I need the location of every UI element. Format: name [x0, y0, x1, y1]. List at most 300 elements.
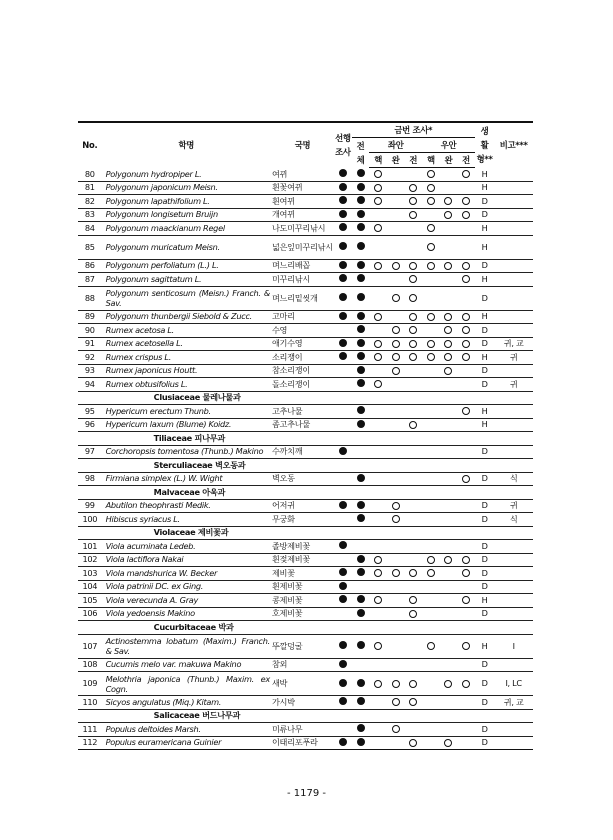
observation-cell	[405, 658, 423, 672]
table-row	[78, 723, 533, 737]
observation-cell	[369, 499, 387, 513]
row-number: 91	[78, 337, 102, 351]
scientific-name: Melothria japonica (Thunb.) Maxim. ex Cogn.	[102, 672, 271, 696]
table-row	[78, 736, 533, 750]
filled-circle-icon	[357, 366, 365, 374]
lifeform: H	[475, 222, 494, 236]
table-row	[78, 235, 533, 259]
observation-cell	[422, 378, 440, 392]
observation-cell	[387, 472, 405, 486]
observation-cell	[405, 405, 423, 419]
open-circle-icon	[409, 421, 417, 429]
total-cell	[352, 513, 370, 527]
observation-cell	[422, 499, 440, 513]
observation-cell	[405, 324, 423, 338]
open-circle-icon	[392, 262, 400, 270]
remarks	[494, 405, 533, 419]
observation-cell	[422, 337, 440, 351]
observation-cell	[457, 222, 475, 236]
filled-circle-icon	[357, 724, 365, 732]
observation-cell	[369, 208, 387, 222]
remarks	[494, 222, 533, 236]
observation-cell	[440, 181, 458, 195]
korean-name: 돌소리쟁이	[271, 378, 334, 392]
observation-cell	[440, 286, 458, 310]
observation-cell	[369, 222, 387, 236]
observation-cell	[369, 273, 387, 287]
lifeform: D	[475, 364, 494, 378]
observation-cell	[440, 195, 458, 209]
korean-name: 벽오동	[271, 472, 334, 486]
open-circle-icon	[444, 353, 452, 361]
filled-circle-icon	[357, 641, 365, 649]
col-sub: 완	[440, 153, 458, 168]
scientific-name: Populus euramericana Guinier	[102, 736, 271, 750]
filled-circle-icon	[357, 738, 365, 746]
filled-circle-icon	[339, 210, 347, 218]
table-row	[78, 378, 533, 392]
observation-cell	[405, 634, 423, 658]
scientific-name: Viola lactiflora Nakai	[102, 553, 271, 567]
prior-survey-cell	[334, 567, 352, 581]
filled-circle-icon	[357, 568, 365, 576]
table-row	[78, 580, 533, 594]
observation-cell	[387, 418, 405, 432]
open-circle-icon	[427, 642, 435, 650]
row-number: 86	[78, 259, 102, 273]
remarks: I, LC	[494, 672, 533, 696]
observation-cell	[422, 351, 440, 365]
col-sub: 전	[457, 153, 475, 168]
remarks	[494, 594, 533, 608]
open-circle-icon	[444, 262, 452, 270]
observation-cell	[387, 594, 405, 608]
open-circle-icon	[444, 367, 452, 375]
observation-cell	[387, 378, 405, 392]
filled-circle-icon	[339, 339, 347, 347]
observation-cell	[457, 418, 475, 432]
observation-cell	[440, 736, 458, 750]
open-circle-icon	[462, 642, 470, 650]
observation-cell	[457, 351, 475, 365]
filled-circle-icon	[357, 183, 365, 191]
observation-cell	[422, 607, 440, 621]
filled-circle-icon	[357, 697, 365, 705]
col-left-bank: 좌안	[369, 138, 422, 153]
prior-survey-cell	[334, 222, 352, 236]
remarks	[494, 723, 533, 737]
family-name: Sterculiaceae 벽오동과	[102, 459, 533, 473]
total-cell	[352, 222, 370, 236]
observation-cell	[387, 195, 405, 209]
row-number: 112	[78, 736, 102, 750]
total-cell	[352, 181, 370, 195]
observation-cell	[387, 324, 405, 338]
total-line2: 체	[356, 154, 365, 165]
scientific-name: Polygonum longisetum Bruijn	[102, 208, 271, 222]
observation-cell	[457, 208, 475, 222]
prior-survey-line2: 조사	[335, 147, 351, 158]
prior-survey-cell	[334, 736, 352, 750]
observation-cell	[405, 736, 423, 750]
observation-cell	[457, 472, 475, 486]
row-number: 101	[78, 540, 102, 554]
total-cell	[352, 736, 370, 750]
observation-cell	[369, 567, 387, 581]
korean-name: 무궁화	[271, 513, 334, 527]
prior-survey-cell	[334, 310, 352, 324]
lifeform: H	[475, 168, 494, 182]
observation-cell	[405, 351, 423, 365]
scientific-name: Polygonum sagittatum L.	[102, 273, 271, 287]
filled-circle-icon	[357, 501, 365, 509]
open-circle-icon	[444, 313, 452, 321]
observation-cell	[440, 208, 458, 222]
korean-name: 수까치깨	[271, 445, 334, 459]
observation-cell	[369, 634, 387, 658]
observation-cell	[369, 594, 387, 608]
remarks	[494, 310, 533, 324]
lifeform: H	[475, 181, 494, 195]
korean-name: 흰젖제비꽃	[271, 553, 334, 567]
lifeform: D	[475, 337, 494, 351]
total-cell	[352, 418, 370, 432]
family-name: Tiliaceae 피나무과	[102, 432, 533, 446]
total-cell	[352, 672, 370, 696]
prior-survey-cell	[334, 472, 352, 486]
prior-survey-cell	[334, 594, 352, 608]
table-row	[78, 513, 533, 527]
family-no-cell	[78, 459, 102, 473]
row-number: 104	[78, 580, 102, 594]
scientific-name: Rumex crispus L.	[102, 351, 271, 365]
prior-survey-cell	[334, 208, 352, 222]
observation-cell	[422, 696, 440, 710]
filled-circle-icon	[339, 196, 347, 204]
observation-cell	[387, 337, 405, 351]
lifeform: D	[475, 658, 494, 672]
open-circle-icon	[392, 725, 400, 733]
observation-cell	[369, 445, 387, 459]
scientific-name: Viola verecunda A. Gray	[102, 594, 271, 608]
filled-circle-icon	[357, 274, 365, 282]
family-row	[78, 621, 533, 635]
table-row	[78, 405, 533, 419]
remarks	[494, 418, 533, 432]
korean-name: 넓은잎미꾸리낚시	[271, 235, 334, 259]
row-number: 103	[78, 567, 102, 581]
row-number: 95	[78, 405, 102, 419]
lifeform: D	[475, 580, 494, 594]
observation-cell	[369, 351, 387, 365]
remarks: 귀, 교	[494, 696, 533, 710]
scientific-name: Viola mandshurica W. Becker	[102, 567, 271, 581]
observation-cell	[457, 658, 475, 672]
observation-cell	[457, 672, 475, 696]
row-number: 94	[78, 378, 102, 392]
observation-cell	[405, 337, 423, 351]
remarks	[494, 607, 533, 621]
row-number: 100	[78, 513, 102, 527]
row-number: 88	[78, 286, 102, 310]
observation-cell	[387, 273, 405, 287]
observation-cell	[387, 634, 405, 658]
filled-circle-icon	[357, 325, 365, 333]
open-circle-icon	[427, 197, 435, 205]
total-cell	[352, 553, 370, 567]
open-circle-icon	[374, 313, 382, 321]
species-table	[78, 121, 533, 750]
observation-cell	[369, 607, 387, 621]
col-prior-survey	[334, 122, 352, 168]
observation-cell	[405, 195, 423, 209]
remarks	[494, 580, 533, 594]
korean-name: 콩제비꽃	[271, 594, 334, 608]
open-circle-icon	[374, 224, 382, 232]
family-no-cell	[78, 709, 102, 723]
observation-cell	[422, 513, 440, 527]
korean-name: 수영	[271, 324, 334, 338]
open-circle-icon	[462, 170, 470, 178]
open-circle-icon	[444, 211, 452, 219]
total-cell	[352, 235, 370, 259]
open-circle-icon	[392, 502, 400, 510]
observation-cell	[405, 607, 423, 621]
lifeform: H	[475, 273, 494, 287]
family-name: Malvaceae 아욱과	[102, 486, 533, 500]
observation-cell	[457, 405, 475, 419]
prior-survey-cell	[334, 168, 352, 182]
observation-cell	[369, 168, 387, 182]
open-circle-icon	[409, 569, 417, 577]
lifeform: D	[475, 286, 494, 310]
observation-cell	[422, 208, 440, 222]
observation-cell	[457, 364, 475, 378]
table-row	[78, 634, 533, 658]
filled-circle-icon	[339, 595, 347, 603]
open-circle-icon	[427, 243, 435, 251]
table-row	[78, 310, 533, 324]
observation-cell	[457, 580, 475, 594]
observation-cell	[457, 736, 475, 750]
filled-circle-icon	[357, 312, 365, 320]
total-cell	[352, 499, 370, 513]
open-circle-icon	[374, 184, 382, 192]
col-sub: 핵	[369, 153, 387, 168]
open-circle-icon	[409, 610, 417, 618]
remarks: 귀	[494, 499, 533, 513]
family-no-cell	[78, 486, 102, 500]
observation-cell	[440, 580, 458, 594]
family-name: Clusiaceae 물레나물과	[102, 391, 533, 405]
lifeform: D	[475, 513, 494, 527]
remarks: 식	[494, 513, 533, 527]
row-number: 90	[78, 324, 102, 338]
lifeform: D	[475, 324, 494, 338]
observation-cell	[387, 405, 405, 419]
family-name: Salicaceae 버드나무과	[102, 709, 533, 723]
remarks	[494, 286, 533, 310]
filled-circle-icon	[339, 352, 347, 360]
total-cell	[352, 607, 370, 621]
observation-cell	[440, 513, 458, 527]
table-row	[78, 472, 533, 486]
lifeform: D	[475, 378, 494, 392]
observation-cell	[457, 696, 475, 710]
lifeform-line1: 생	[480, 126, 489, 137]
observation-cell	[405, 594, 423, 608]
open-circle-icon	[462, 262, 470, 270]
observation-cell	[369, 337, 387, 351]
scientific-name: Rumex acetosa L.	[102, 324, 271, 338]
table-row	[78, 168, 533, 182]
korean-name: 이태리포푸라	[271, 736, 334, 750]
prior-survey-cell	[334, 235, 352, 259]
observation-cell	[405, 696, 423, 710]
observation-cell	[422, 364, 440, 378]
observation-cell	[422, 540, 440, 554]
prior-survey-cell	[334, 580, 352, 594]
observation-cell	[405, 222, 423, 236]
filled-circle-icon	[339, 501, 347, 509]
prior-survey-cell	[334, 195, 352, 209]
total-cell	[352, 580, 370, 594]
observation-cell	[387, 607, 405, 621]
table-row	[78, 273, 533, 287]
observation-cell	[387, 310, 405, 324]
observation-cell	[369, 181, 387, 195]
lifeform: D	[475, 195, 494, 209]
observation-cell	[422, 235, 440, 259]
lifeform: D	[475, 540, 494, 554]
lifeform: D	[475, 259, 494, 273]
observation-cell	[440, 364, 458, 378]
observation-cell	[457, 553, 475, 567]
total-cell	[352, 472, 370, 486]
observation-cell	[387, 723, 405, 737]
open-circle-icon	[392, 680, 400, 688]
observation-cell	[457, 540, 475, 554]
observation-cell	[369, 324, 387, 338]
observation-cell	[440, 222, 458, 236]
observation-cell	[387, 499, 405, 513]
remarks	[494, 324, 533, 338]
col-sub: 핵	[422, 153, 440, 168]
scientific-name: Firmiana simplex (L.) W. Wight	[102, 472, 271, 486]
observation-cell	[440, 324, 458, 338]
filled-circle-icon	[357, 609, 365, 617]
observation-cell	[405, 513, 423, 527]
observation-cell	[440, 310, 458, 324]
filled-circle-icon	[339, 641, 347, 649]
lifeform-line2: 활	[480, 140, 489, 151]
observation-cell	[387, 513, 405, 527]
open-circle-icon	[444, 340, 452, 348]
total-cell	[352, 351, 370, 365]
filled-circle-icon	[339, 183, 347, 191]
table-body	[78, 168, 533, 750]
table-row	[78, 324, 533, 338]
open-circle-icon	[374, 262, 382, 270]
korean-name: 흰여뀌	[271, 195, 334, 209]
open-circle-icon	[427, 170, 435, 178]
row-number: 109	[78, 672, 102, 696]
observation-cell	[457, 168, 475, 182]
observation-cell	[440, 259, 458, 273]
observation-cell	[440, 418, 458, 432]
observation-cell	[440, 672, 458, 696]
observation-cell	[457, 723, 475, 737]
total-cell	[352, 286, 370, 310]
total-cell	[352, 168, 370, 182]
filled-circle-icon	[357, 474, 365, 482]
observation-cell	[405, 553, 423, 567]
remarks	[494, 181, 533, 195]
row-number: 102	[78, 553, 102, 567]
observation-cell	[457, 445, 475, 459]
family-row	[78, 391, 533, 405]
observation-cell	[457, 235, 475, 259]
observation-cell	[440, 472, 458, 486]
observation-cell	[422, 472, 440, 486]
family-row	[78, 526, 533, 540]
family-no-cell	[78, 391, 102, 405]
filled-circle-icon	[339, 293, 347, 301]
filled-circle-icon	[357, 293, 365, 301]
observation-cell	[369, 736, 387, 750]
scientific-name: Corchoropsis tomentosa (Thunb.) Makino	[102, 445, 271, 459]
prior-survey-cell	[334, 634, 352, 658]
row-number: 98	[78, 472, 102, 486]
filled-circle-icon	[339, 223, 347, 231]
korean-name: 가시박	[271, 696, 334, 710]
scientific-name: Viola yedoensis Makino	[102, 607, 271, 621]
open-circle-icon	[392, 326, 400, 334]
row-number: 99	[78, 499, 102, 513]
row-number: 81	[78, 181, 102, 195]
open-circle-icon	[427, 184, 435, 192]
open-circle-icon	[409, 326, 417, 334]
observation-cell	[405, 286, 423, 310]
observation-cell	[440, 696, 458, 710]
korean-name: 졸방제비꽃	[271, 540, 334, 554]
remarks	[494, 658, 533, 672]
open-circle-icon	[462, 475, 470, 483]
open-circle-icon	[392, 294, 400, 302]
scientific-name: Hypericum laxum (Blume) Koidz.	[102, 418, 271, 432]
open-circle-icon	[444, 556, 452, 564]
total-cell	[352, 273, 370, 287]
observation-cell	[457, 310, 475, 324]
lifeform: D	[475, 445, 494, 459]
scientific-name: Polygonum muricatum Meisn.	[102, 235, 271, 259]
filled-circle-icon	[339, 738, 347, 746]
observation-cell	[369, 195, 387, 209]
total-cell	[352, 696, 370, 710]
total-cell	[352, 634, 370, 658]
lifeform: H	[475, 418, 494, 432]
remarks	[494, 567, 533, 581]
open-circle-icon	[462, 353, 470, 361]
scientific-name: Hibiscus syriacus L.	[102, 513, 271, 527]
open-circle-icon	[374, 353, 382, 361]
table-row	[78, 222, 533, 236]
filled-circle-icon	[357, 514, 365, 522]
lifeform: H	[475, 351, 494, 365]
observation-cell	[387, 286, 405, 310]
observation-cell	[440, 405, 458, 419]
observation-cell	[369, 553, 387, 567]
